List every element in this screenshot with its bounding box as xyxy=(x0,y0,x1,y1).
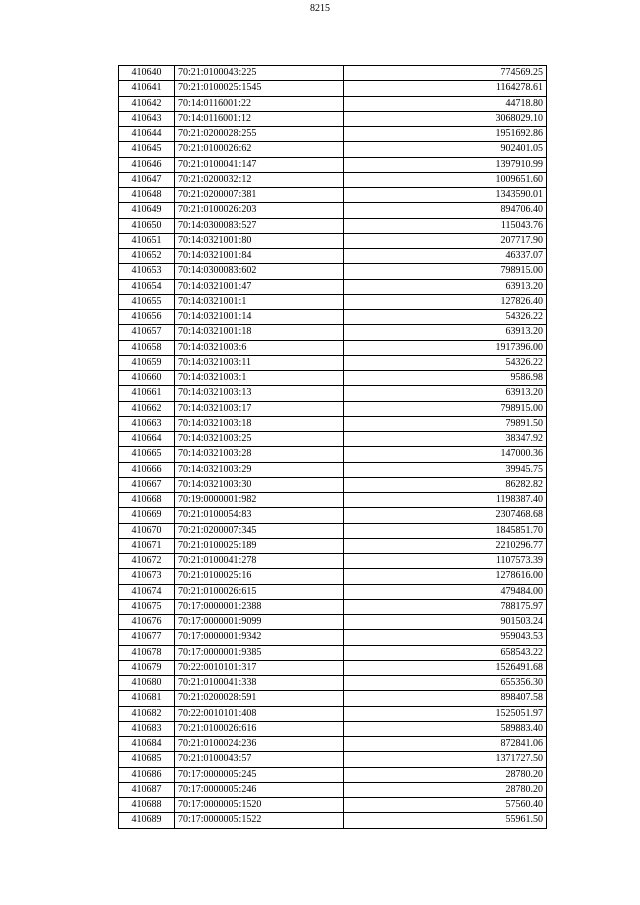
row-id-cell: 410670 xyxy=(119,523,175,538)
table-row xyxy=(119,66,547,81)
table-row xyxy=(119,660,547,675)
cadastral-number-cell: 70:14:0321003:6 xyxy=(175,340,344,355)
table-row xyxy=(119,401,547,416)
value-cell: 788175.97 xyxy=(344,599,547,614)
table-row xyxy=(119,340,547,355)
value-cell: 54326.22 xyxy=(344,310,547,325)
row-id-cell: 410671 xyxy=(119,538,175,553)
row-id-cell: 410659 xyxy=(119,355,175,370)
row-id-cell: 410689 xyxy=(119,813,175,828)
table-row xyxy=(119,508,547,523)
cadastral-number-cell: 70:14:0321003:17 xyxy=(175,401,344,416)
value-cell: 46337.07 xyxy=(344,249,547,264)
row-id-cell: 410643 xyxy=(119,111,175,126)
table-row xyxy=(119,782,547,797)
table-row xyxy=(119,96,547,111)
table-row xyxy=(119,752,547,767)
table-row xyxy=(119,249,547,264)
value-cell: 1343590.01 xyxy=(344,188,547,203)
value-cell: 63913.20 xyxy=(344,279,547,294)
value-cell: 1278616.00 xyxy=(344,569,547,584)
cadastral-number-cell: 70:21:0100025:189 xyxy=(175,538,344,553)
cadastral-number-cell: 70:21:0100043:225 xyxy=(175,66,344,81)
cadastral-number-cell: 70:21:0100026:62 xyxy=(175,142,344,157)
table-row xyxy=(119,569,547,584)
table-row xyxy=(119,386,547,401)
row-id-cell: 410651 xyxy=(119,233,175,248)
row-id-cell: 410678 xyxy=(119,645,175,660)
cadastral-number-cell: 70:21:0100024:236 xyxy=(175,737,344,752)
cadastral-number-cell: 70:21:0100043:57 xyxy=(175,752,344,767)
value-cell: 127826.40 xyxy=(344,294,547,309)
cadastral-number-cell: 70:14:0300083:602 xyxy=(175,264,344,279)
row-id-cell: 410640 xyxy=(119,66,175,81)
cadastral-number-cell: 70:17:0000001:9099 xyxy=(175,615,344,630)
table-row xyxy=(119,325,547,340)
row-id-cell: 410662 xyxy=(119,401,175,416)
table-row xyxy=(119,599,547,614)
cadastral-number-cell: 70:22:0010101:408 xyxy=(175,706,344,721)
table-row xyxy=(119,81,547,96)
value-cell: 3068029.10 xyxy=(344,111,547,126)
row-id-cell: 410663 xyxy=(119,416,175,431)
cadastral-number-cell: 70:21:0100025:1545 xyxy=(175,81,344,96)
cadastral-number-cell: 70:22:0010101:317 xyxy=(175,660,344,675)
table-body xyxy=(119,66,547,829)
row-id-cell: 410682 xyxy=(119,706,175,721)
value-cell: 57560.40 xyxy=(344,798,547,813)
value-cell: 207717.90 xyxy=(344,233,547,248)
row-id-cell: 410668 xyxy=(119,493,175,508)
row-id-cell: 410657 xyxy=(119,325,175,340)
row-id-cell: 410676 xyxy=(119,615,175,630)
table-row xyxy=(119,706,547,721)
table-row xyxy=(119,371,547,386)
cadastral-number-cell: 70:19:0000001:982 xyxy=(175,493,344,508)
table-row xyxy=(119,645,547,660)
cadastral-number-cell: 70:14:0321001:80 xyxy=(175,233,344,248)
table-row xyxy=(119,432,547,447)
cadastral-number-cell: 70:17:0000005:1522 xyxy=(175,813,344,828)
cadastral-number-cell: 70:21:0100026:203 xyxy=(175,203,344,218)
table-row xyxy=(119,188,547,203)
table-row xyxy=(119,813,547,828)
cadastral-number-cell: 70:14:0321003:30 xyxy=(175,477,344,492)
row-id-cell: 410652 xyxy=(119,249,175,264)
table-row xyxy=(119,615,547,630)
table-row xyxy=(119,477,547,492)
table-row xyxy=(119,691,547,706)
cadastral-number-cell: 70:14:0321003:29 xyxy=(175,462,344,477)
row-id-cell: 410656 xyxy=(119,310,175,325)
row-id-cell: 410681 xyxy=(119,691,175,706)
table-row xyxy=(119,798,547,813)
value-cell: 1917396.00 xyxy=(344,340,547,355)
cadastral-number-cell: 70:21:0200032:12 xyxy=(175,172,344,187)
value-cell: 28780.20 xyxy=(344,767,547,782)
value-cell: 115043.76 xyxy=(344,218,547,233)
table-row xyxy=(119,721,547,736)
cadastral-number-cell: 70:14:0321003:25 xyxy=(175,432,344,447)
value-cell: 1397910.99 xyxy=(344,157,547,172)
value-cell: 38347.92 xyxy=(344,432,547,447)
row-id-cell: 410667 xyxy=(119,477,175,492)
cadastral-number-cell: 70:14:0321003:18 xyxy=(175,416,344,431)
table-row xyxy=(119,462,547,477)
row-id-cell: 410665 xyxy=(119,447,175,462)
row-id-cell: 410661 xyxy=(119,386,175,401)
table-row xyxy=(119,523,547,538)
cadastral-number-cell: 70:14:0321001:18 xyxy=(175,325,344,340)
row-id-cell: 410675 xyxy=(119,599,175,614)
cadastral-number-cell: 70:14:0321001:84 xyxy=(175,249,344,264)
table-row xyxy=(119,584,547,599)
row-id-cell: 410680 xyxy=(119,676,175,691)
table-row xyxy=(119,767,547,782)
table-row xyxy=(119,127,547,142)
cadastral-number-cell: 70:14:0300083:527 xyxy=(175,218,344,233)
row-id-cell: 410645 xyxy=(119,142,175,157)
row-id-cell: 410685 xyxy=(119,752,175,767)
row-id-cell: 410650 xyxy=(119,218,175,233)
value-cell: 1107573.39 xyxy=(344,554,547,569)
row-id-cell: 410648 xyxy=(119,188,175,203)
value-cell: 86282.82 xyxy=(344,477,547,492)
row-id-cell: 410673 xyxy=(119,569,175,584)
cadastral-number-cell: 70:21:0200028:255 xyxy=(175,127,344,142)
row-id-cell: 410672 xyxy=(119,554,175,569)
row-id-cell: 410666 xyxy=(119,462,175,477)
cadastral-number-cell: 70:17:0000001:2388 xyxy=(175,599,344,614)
value-cell: 798915.00 xyxy=(344,264,547,279)
row-id-cell: 410677 xyxy=(119,630,175,645)
row-id-cell: 410660 xyxy=(119,371,175,386)
row-id-cell: 410646 xyxy=(119,157,175,172)
value-cell: 1845851.70 xyxy=(344,523,547,538)
cadastral-number-cell: 70:14:0321001:47 xyxy=(175,279,344,294)
cadastral-number-cell: 70:14:0321003:11 xyxy=(175,355,344,370)
value-cell: 1525051.97 xyxy=(344,706,547,721)
value-cell: 1009651.60 xyxy=(344,172,547,187)
cadastral-number-cell: 70:21:0100041:147 xyxy=(175,157,344,172)
value-cell: 2210296.77 xyxy=(344,538,547,553)
value-cell: 658543.22 xyxy=(344,645,547,660)
row-id-cell: 410641 xyxy=(119,81,175,96)
cadastral-number-cell: 70:14:0321003:1 xyxy=(175,371,344,386)
value-cell: 589883.40 xyxy=(344,721,547,736)
table-row xyxy=(119,676,547,691)
table-row xyxy=(119,111,547,126)
value-cell: 479484.00 xyxy=(344,584,547,599)
table-row xyxy=(119,203,547,218)
value-cell: 655356.30 xyxy=(344,676,547,691)
row-id-cell: 410683 xyxy=(119,721,175,736)
value-cell: 1951692.86 xyxy=(344,127,547,142)
cadastral-number-cell: 70:21:0100054:83 xyxy=(175,508,344,523)
cadastral-number-cell: 70:21:0100041:338 xyxy=(175,676,344,691)
value-cell: 55961.50 xyxy=(344,813,547,828)
table-row xyxy=(119,157,547,172)
row-id-cell: 410649 xyxy=(119,203,175,218)
value-cell: 147000.36 xyxy=(344,447,547,462)
table-row xyxy=(119,554,547,569)
cadastral-number-cell: 70:14:0116001:22 xyxy=(175,96,344,111)
row-id-cell: 410664 xyxy=(119,432,175,447)
cadastral-number-cell: 70:17:0000005:1520 xyxy=(175,798,344,813)
value-cell: 898407.58 xyxy=(344,691,547,706)
cadastral-number-cell: 70:21:0200007:345 xyxy=(175,523,344,538)
cadastral-number-cell: 70:17:0000005:245 xyxy=(175,767,344,782)
value-cell: 959043.53 xyxy=(344,630,547,645)
table-row xyxy=(119,538,547,553)
cadastral-number-cell: 70:21:0100025:16 xyxy=(175,569,344,584)
cadastral-number-cell: 70:17:0000001:9385 xyxy=(175,645,344,660)
cadastral-number-cell: 70:21:0100041:278 xyxy=(175,554,344,569)
cadastral-number-cell: 70:14:0321001:1 xyxy=(175,294,344,309)
value-cell: 63913.20 xyxy=(344,386,547,401)
row-id-cell: 410647 xyxy=(119,172,175,187)
row-id-cell: 410684 xyxy=(119,737,175,752)
table-row xyxy=(119,172,547,187)
row-id-cell: 410658 xyxy=(119,340,175,355)
table-row xyxy=(119,218,547,233)
value-cell: 894706.40 xyxy=(344,203,547,218)
row-id-cell: 410688 xyxy=(119,798,175,813)
row-id-cell: 410644 xyxy=(119,127,175,142)
cadastral-number-cell: 70:21:0100026:616 xyxy=(175,721,344,736)
value-cell: 872841.06 xyxy=(344,737,547,752)
cadastral-number-cell: 70:14:0321003:28 xyxy=(175,447,344,462)
cadastral-number-cell: 70:21:0100026:615 xyxy=(175,584,344,599)
value-cell: 1198387.40 xyxy=(344,493,547,508)
table-row xyxy=(119,294,547,309)
value-cell: 901503.24 xyxy=(344,615,547,630)
value-cell: 28780.20 xyxy=(344,782,547,797)
row-id-cell: 410679 xyxy=(119,660,175,675)
table-row xyxy=(119,310,547,325)
value-cell: 2307468.68 xyxy=(344,508,547,523)
table-row xyxy=(119,264,547,279)
value-cell: 1526491.68 xyxy=(344,660,547,675)
table-row xyxy=(119,447,547,462)
value-cell: 798915.00 xyxy=(344,401,547,416)
value-cell: 902401.05 xyxy=(344,142,547,157)
table-row xyxy=(119,279,547,294)
value-cell: 1371727.50 xyxy=(344,752,547,767)
value-cell: 1164278.61 xyxy=(344,81,547,96)
table-row xyxy=(119,416,547,431)
data-table xyxy=(118,65,547,829)
row-id-cell: 410642 xyxy=(119,96,175,111)
value-cell: 44718.80 xyxy=(344,96,547,111)
page-number: 8215 xyxy=(310,3,330,14)
row-id-cell: 410654 xyxy=(119,279,175,294)
cadastral-number-cell: 70:14:0321001:14 xyxy=(175,310,344,325)
cadastral-number-cell: 70:14:0321003:13 xyxy=(175,386,344,401)
table-row xyxy=(119,233,547,248)
value-cell: 54326.22 xyxy=(344,355,547,370)
row-id-cell: 410653 xyxy=(119,264,175,279)
value-cell: 9586.98 xyxy=(344,371,547,386)
row-id-cell: 410669 xyxy=(119,508,175,523)
row-id-cell: 410686 xyxy=(119,767,175,782)
table-row xyxy=(119,737,547,752)
row-id-cell: 410687 xyxy=(119,782,175,797)
table-row xyxy=(119,142,547,157)
cadastral-number-cell: 70:21:0200028:591 xyxy=(175,691,344,706)
row-id-cell: 410655 xyxy=(119,294,175,309)
value-cell: 63913.20 xyxy=(344,325,547,340)
table-row xyxy=(119,493,547,508)
table-row xyxy=(119,630,547,645)
cadastral-number-cell: 70:17:0000001:9342 xyxy=(175,630,344,645)
value-cell: 79891.50 xyxy=(344,416,547,431)
value-cell: 39945.75 xyxy=(344,462,547,477)
cadastral-number-cell: 70:14:0116001:12 xyxy=(175,111,344,126)
cadastral-number-cell: 70:21:0200007:381 xyxy=(175,188,344,203)
table-row xyxy=(119,355,547,370)
value-cell: 774569.25 xyxy=(344,66,547,81)
cadastral-number-cell: 70:17:0000005:246 xyxy=(175,782,344,797)
row-id-cell: 410674 xyxy=(119,584,175,599)
